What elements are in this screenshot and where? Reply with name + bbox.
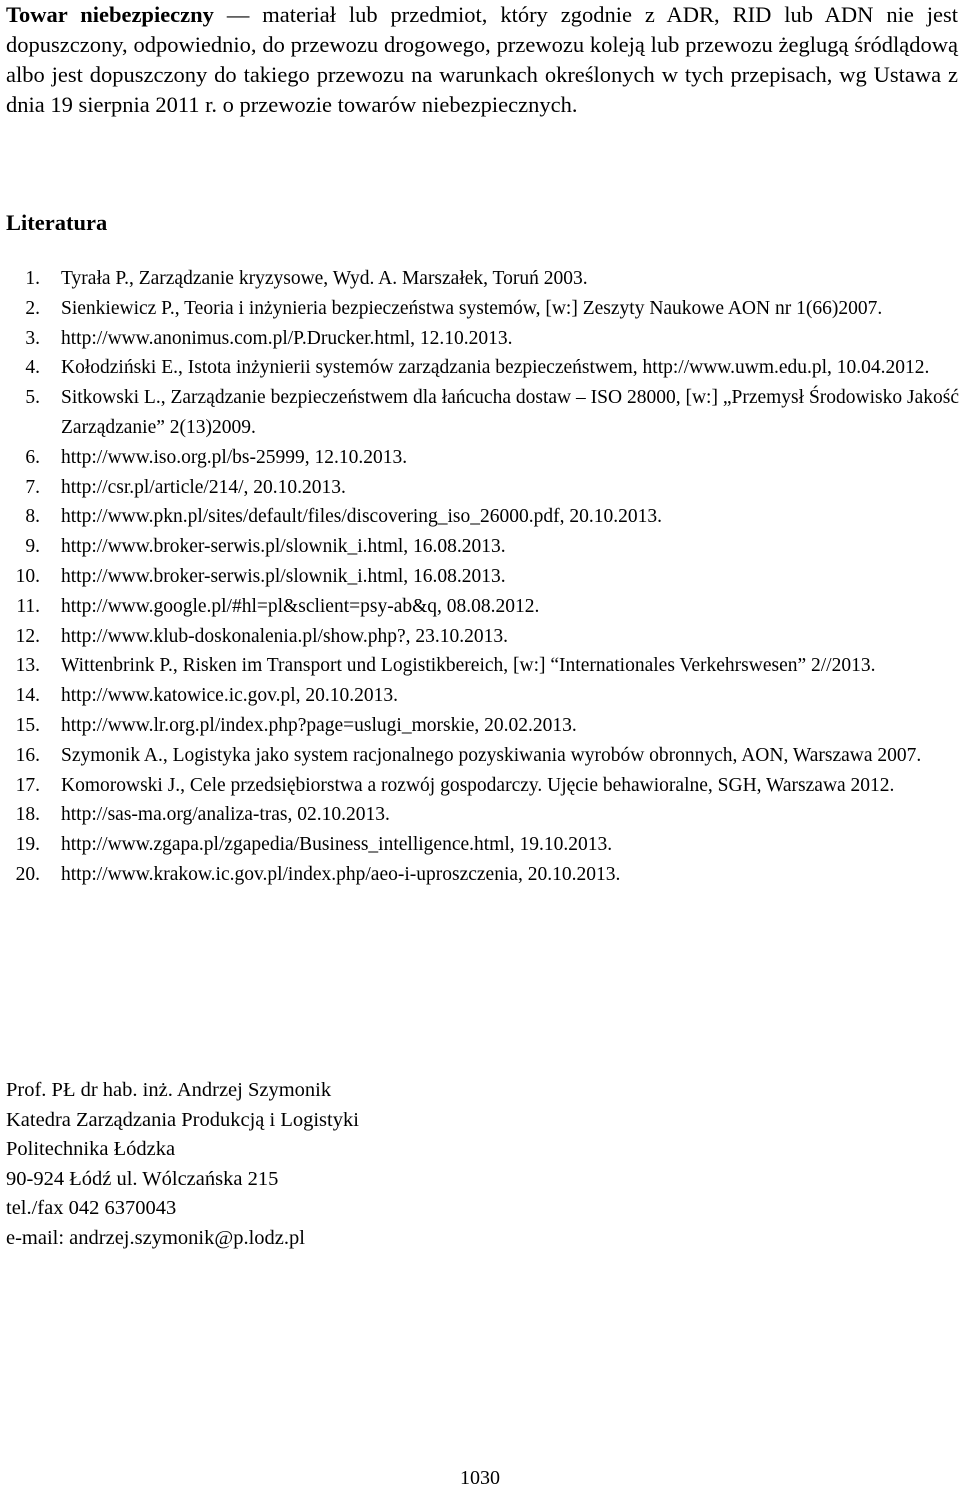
author-address: 90-924 Łódź ul. Wólczańska 215 [6, 1167, 279, 1190]
reference-number: 11. [16, 595, 40, 617]
reference-text[interactable]: http://www.krakow.ic.gov.pl/index.php/aeo-i-uproszczenia, 20.10.2013. [61, 863, 621, 885]
reference-number: 10. [15, 565, 40, 587]
reference-number: 12. [15, 625, 40, 647]
reference-number: 13. [15, 655, 40, 677]
reference-number: 17. [15, 774, 40, 796]
reference-text[interactable]: http://www.broker-serwis.pl/slownik_i.html, 16.08.2013. [61, 565, 506, 587]
reference-number: 20. [15, 863, 40, 885]
reference-item [0, 711, 960, 741]
reference-item [0, 532, 960, 562]
reference-text: Szymonik A., Logistyka jako system racjonalnego pozyskiwania wyrobów obronnych, AON, Warszawa 2007. [61, 744, 922, 766]
reference-item [0, 860, 960, 890]
reference-item [0, 294, 960, 324]
reference-text[interactable]: http://www.anonimus.com.pl/P.Drucker.html, 12.10.2013. [61, 327, 513, 349]
reference-number: 1. [25, 268, 40, 289]
reference-item [0, 622, 960, 652]
reference-number: 5. [25, 387, 40, 409]
reference-text[interactable]: http://www.klub-doskonalenia.pl/show.php?, 23.10.2013. [61, 625, 509, 647]
author-email[interactable]: e-mail: andrzej.szymonik@p.lodz.pl [6, 1226, 305, 1249]
definition-term: Towar niebezpieczny [6, 2, 214, 27]
reference-item [0, 681, 960, 711]
reference-item [0, 800, 960, 830]
reference-number: 6. [25, 446, 40, 468]
reference-list [0, 264, 960, 890]
reference-item [0, 830, 960, 860]
reference-item [0, 741, 960, 771]
reference-item [0, 324, 960, 354]
reference-item [0, 651, 960, 681]
reference-text[interactable]: http://sas-ma.org/analiza-tras, 02.10.2013. [61, 804, 390, 826]
reference-item [0, 771, 960, 801]
reference-number: 9. [25, 536, 40, 558]
reference-number: 8. [25, 506, 40, 528]
reference-text[interactable]: http://www.lr.org.pl/index.php?page=uslugi_morskie, 20.02.2013. [61, 714, 577, 736]
definition-text: — materiał lub przedmiot, który zgodnie z ADR, RID lub ADN nie jest dopuszczony, odpowiednio, do przewozu drogowego, przewozu koleją lub przewozu żeglugą śródlądową albo jest dopuszczony do takiego przewozu na warunkach określonych w tych przepisach, wg Ustawa z dnia 19 sierpnia 2011 r. o przewozie towarów niebezpiecznych. [6, 2, 958, 117]
reference-text: Sienkiewicz P., Teoria i inżynieria bezpieczeństwa systemów, [w:] Zeszyty Naukowe AON nr 1(66)2007. [61, 297, 883, 319]
reference-item [0, 592, 960, 622]
reference-text: Tyrała P., Zarządzanie kryzysowe, Wyd. A. Marszałek, Toruń 2003. [61, 268, 588, 289]
reference-number: 15. [15, 714, 40, 736]
reference-text[interactable]: http://www.pkn.pl/sites/default/files/discovering_iso_26000.pdf, 20.10.2013. [61, 506, 663, 528]
reference-text[interactable]: http://www.zgapa.pl/zgapedia/Business_intelligence.html, 19.10.2013. [61, 834, 613, 856]
author-department: Katedra Zarządzania Produkcją i Logistyki [6, 1108, 359, 1131]
reference-text[interactable]: http://www.google.pl/#hl=pl&sclient=psy-ab&q, 08.08.2012. [61, 595, 540, 617]
reference-text: Wittenbrink P., Risken im Transport und Logistikbereich, [w:] “Internationales Verkehrswesen” 2//2013. [61, 655, 876, 677]
reference-number: 19. [15, 834, 40, 856]
author-phone: tel./fax 042 6370043 [6, 1197, 177, 1219]
reference-item [0, 264, 960, 294]
reference-number: 18. [15, 804, 40, 826]
reference-text[interactable]: http://www.katowice.ic.gov.pl, 20.10.2013. [61, 685, 399, 707]
page-number: 1030 [460, 1467, 500, 1489]
author-university: Politechnika Łódzka [6, 1138, 176, 1160]
reference-item [0, 383, 960, 443]
reference-text[interactable]: http://csr.pl/article/214/, 20.10.2013. [61, 476, 346, 498]
reference-text[interactable]: http://www.iso.org.pl/bs-25999, 12.10.2013. [61, 446, 408, 468]
author-name: Prof. PŁ dr hab. inż. Andrzej Szymonik [6, 1079, 332, 1101]
reference-item [0, 502, 960, 532]
reference-number: 3. [25, 327, 40, 349]
reference-number: 14. [15, 685, 40, 707]
reference-item [0, 562, 960, 592]
literature-heading: Literatura [6, 210, 108, 235]
reference-item [0, 443, 960, 473]
reference-number: 2. [25, 297, 40, 319]
author-block [6, 1076, 359, 1253]
reference-item [0, 473, 960, 503]
reference-number: 7. [25, 476, 40, 498]
reference-text: Sitkowski L., Zarządzanie bezpieczeństwem dla łańcucha dostaw – ISO 28000, [w:] „Przemysł Środowisko Jakość Zarządzanie” 2(13)2009. [61, 387, 959, 438]
reference-number: 16. [15, 744, 40, 766]
reference-number: 4. [25, 357, 40, 379]
definition-paragraph [6, 0, 958, 120]
reference-text: Komorowski J., Cele przedsiębiorstwa a rozwój gospodarczy. Ujęcie behawioralne, SGH, Warszawa 2012. [61, 774, 895, 796]
reference-text[interactable]: http://www.broker-serwis.pl/slownik_i.html, 16.08.2013. [61, 536, 506, 558]
reference-item [0, 353, 960, 383]
reference-text[interactable]: Kołodziński E., Istota inżynierii systemów zarządzania bezpieczeństwem, http://www.uwm.edu.pl, 10.04.2012. [61, 357, 930, 379]
